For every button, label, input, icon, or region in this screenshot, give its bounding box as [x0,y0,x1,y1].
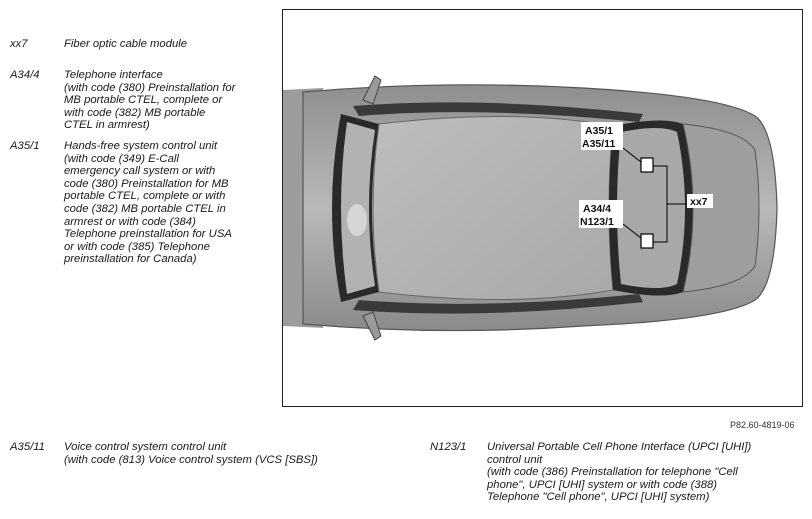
legend-code-a34-4: A34/4 [10,69,40,81]
legend-line: Telephone interface [64,69,163,81]
legend-line: control unit [487,453,543,466]
legend-desc-a35-11 [64,441,318,466]
car-top-view-figure [282,9,803,407]
legend-desc-a34-4 [64,69,264,132]
seat-left [347,204,367,236]
legend-line: with code (382) MB portable [64,106,206,119]
label-a35-1: A35/1 [585,125,614,137]
legend-line: code (380) Preinstallation for MB [64,177,229,190]
legend-line: (with code (349) E-Call [64,152,179,165]
legend-line: Telephone preinstallation for USA [64,228,232,241]
legend-line: Telephone "Cell phone", UPCI [UHI] system) [487,491,710,504]
legend-line: phone", UPCI [UHI] system or with code (388) [487,478,718,491]
legend-code-a35-11: A35/11 [10,441,45,453]
legend-line: code (382) MB portable CTEL in [64,202,226,215]
figure-reference: P82.60-4819-06 [730,420,795,430]
legend-line: (with code (386) Preinstallation for telephone "Cell [487,466,738,479]
legend-desc-n123-1 [487,441,751,504]
legend-line: Hands-free system control unit [64,140,218,152]
legend-code-xx7: xx7 [10,38,28,50]
rear-interior [617,128,685,288]
legend-line: portable CTEL, complete or with [64,190,226,203]
legend-line: Universal Portable Cell Phone Interface (UPCI [UHI]) [487,441,752,453]
component-box-a34 [641,234,653,248]
legend-line: Voice control system control unit [64,441,227,453]
component-box-a35 [641,158,653,172]
legend-line: (with code (380) Preinstallation for [64,81,236,94]
label-a34-4: A34/4 [583,203,612,215]
legend-line: preinstallation for Canada) [64,253,197,266]
legend-line: armrest or with code (384) [64,215,196,228]
legend-line: or with code (385) Telephone [64,240,210,253]
legend-desc-xx7 [64,38,264,51]
label-a35-11: A35/11 [582,138,616,150]
car-roof [373,116,616,299]
legend-line: Fiber optic cable module [64,38,188,50]
legend-line: emergency call system or with [64,165,216,178]
legend-code-n123-1: N123/1 [430,441,467,453]
legend-desc-a35-1 [64,140,264,266]
legend-code-a35-1: A35/1 [10,140,40,152]
legend-line: (with code (813) Voice control system (VCS [SBS]) [64,453,318,466]
car-illustration [283,10,802,406]
legend-line: MB portable CTEL, complete or [64,94,223,107]
label-xx7: xx7 [690,196,708,208]
label-n123-1: N123/1 [580,216,614,228]
legend-line: CTEL in armrest) [64,119,150,132]
